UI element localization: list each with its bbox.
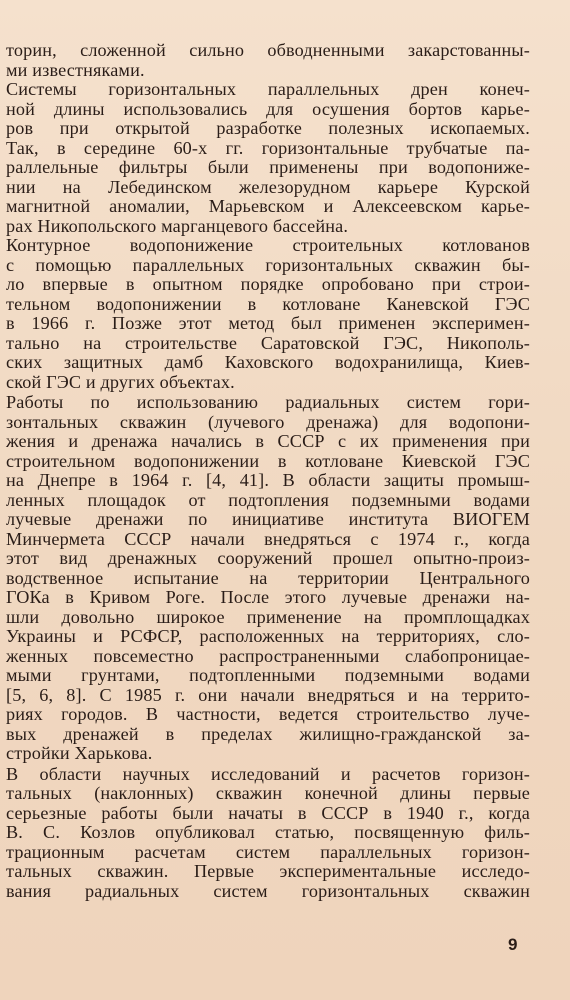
text-line: Минчермета СССР начали внедряться с 1974 г., когда — [6, 528, 530, 549]
text-line: лучевые дренажи по инициативе института ВИОГЕМ — [6, 509, 530, 529]
text-line: Украины и РСФСР, расположенных на территориях, сло- — [6, 626, 530, 646]
text-line: шли довольно широкое применение на промплощадках — [6, 606, 530, 627]
text-line: в 1966 г. Позже этот метод был применен эксперимен- — [6, 313, 530, 333]
text-line: вания радиальных систем горизонтальных скважин — [6, 880, 530, 901]
text-line: Системы горизонтальных параллельных дрен конеч- — [6, 79, 530, 99]
text-line: В. С. Козлов опубликовал статью, посвященную филь- — [6, 822, 530, 842]
text-line: тальных скважин. Первые экспериментальные исследо- — [6, 861, 530, 881]
page-number: 9 — [508, 935, 518, 954]
text-line: Работы по использованию радиальных систем гори- — [6, 392, 530, 412]
text-line: раллельные фильтры были применены при водопониже- — [6, 157, 530, 177]
paragraph-4 — [6, 393, 530, 764]
text-line: с помощью параллельных горизонтальных скважин бы- — [6, 254, 530, 275]
text-line: стройки Харькова. — [6, 743, 153, 763]
text-line: вых дренажей в пределах жилищно-гражданской за- — [6, 723, 530, 744]
text-line: зонтальных скважин (лучевого дренажа) для водопони- — [6, 411, 530, 432]
text-line: водственное испытание на территории Центрального — [6, 567, 530, 588]
text-line: магнитной аномалии, Марьевском и Алексеевском карье- — [6, 196, 530, 216]
paragraph-2 — [6, 80, 530, 236]
text-line: жения и дренажа начались в СССР с их применения при — [6, 431, 530, 451]
text-line: ленных площадок от подтопления подземными водами — [6, 489, 530, 510]
text-line: ГОКа в Кривом Роге. После этого лучевые дренажи на- — [6, 587, 530, 607]
text-line: риях городов. В частности, ведется строительство луче- — [6, 704, 530, 724]
text-line: строительном водопонижении в котловане Киевской ГЭС — [6, 450, 530, 471]
paragraph-1 — [6, 41, 530, 80]
text-line: Так, в середине 60-х гг. горизонтальные трубчатые па- — [6, 137, 530, 158]
text-line: мыми грунтами, подтопленными подземными водами — [6, 665, 530, 685]
text-line: ров при открытой разработке полезных ископаемых. — [6, 118, 530, 138]
text-line: ских защитных дамб Каховского водохранилища, Киев- — [6, 352, 530, 372]
text-line: этот вид дренажных сооружений прошел опытно-произ- — [6, 548, 530, 568]
text-line: ло впервые в опытном порядке опробовано при строи- — [6, 274, 530, 294]
text-line: Контурное водопонижение строительных котлованов — [6, 235, 530, 255]
text-line: ной длины использовались для осушения бортов карье- — [6, 98, 530, 119]
text-line: рах Никопольского марганцевого бассейна. — [6, 215, 349, 236]
text-line: В области научных исследований и расчетов горизон- — [6, 763, 530, 784]
text-line: серьезные работы были начаты в СССР в 1940 г., когда — [6, 802, 530, 823]
body-text — [6, 41, 530, 901]
text-line: [5, 6, 8]. С 1985 г. они начали внедряться и на террито- — [6, 684, 530, 705]
text-line: ми известняками. — [6, 59, 145, 80]
paragraph-3 — [6, 236, 530, 392]
text-line: на Днепре в 1964 г. [4, 41]. В области защиты промыш- — [6, 470, 530, 490]
text-line: тально на строительстве Саратовской ГЭС, Никополь- — [6, 332, 530, 353]
text-line: нии на Лебединском железорудном карьере Курской — [6, 176, 530, 197]
text-line: трационным расчетам систем параллельных горизон- — [6, 841, 530, 862]
paragraph-5 — [6, 765, 530, 902]
text-line: тальных (наклонных) скважин конечной длины первые — [6, 783, 530, 803]
text-line: ской ГЭС и других объектах. — [6, 371, 235, 392]
text-line: тельном водопонижении в котловане Каневской ГЭС — [6, 293, 530, 314]
text-line: торин, сложенной сильно обводненными закарстованны- — [6, 40, 530, 60]
text-line: женных повсеместно распространенными слабопроницае- — [6, 645, 530, 666]
